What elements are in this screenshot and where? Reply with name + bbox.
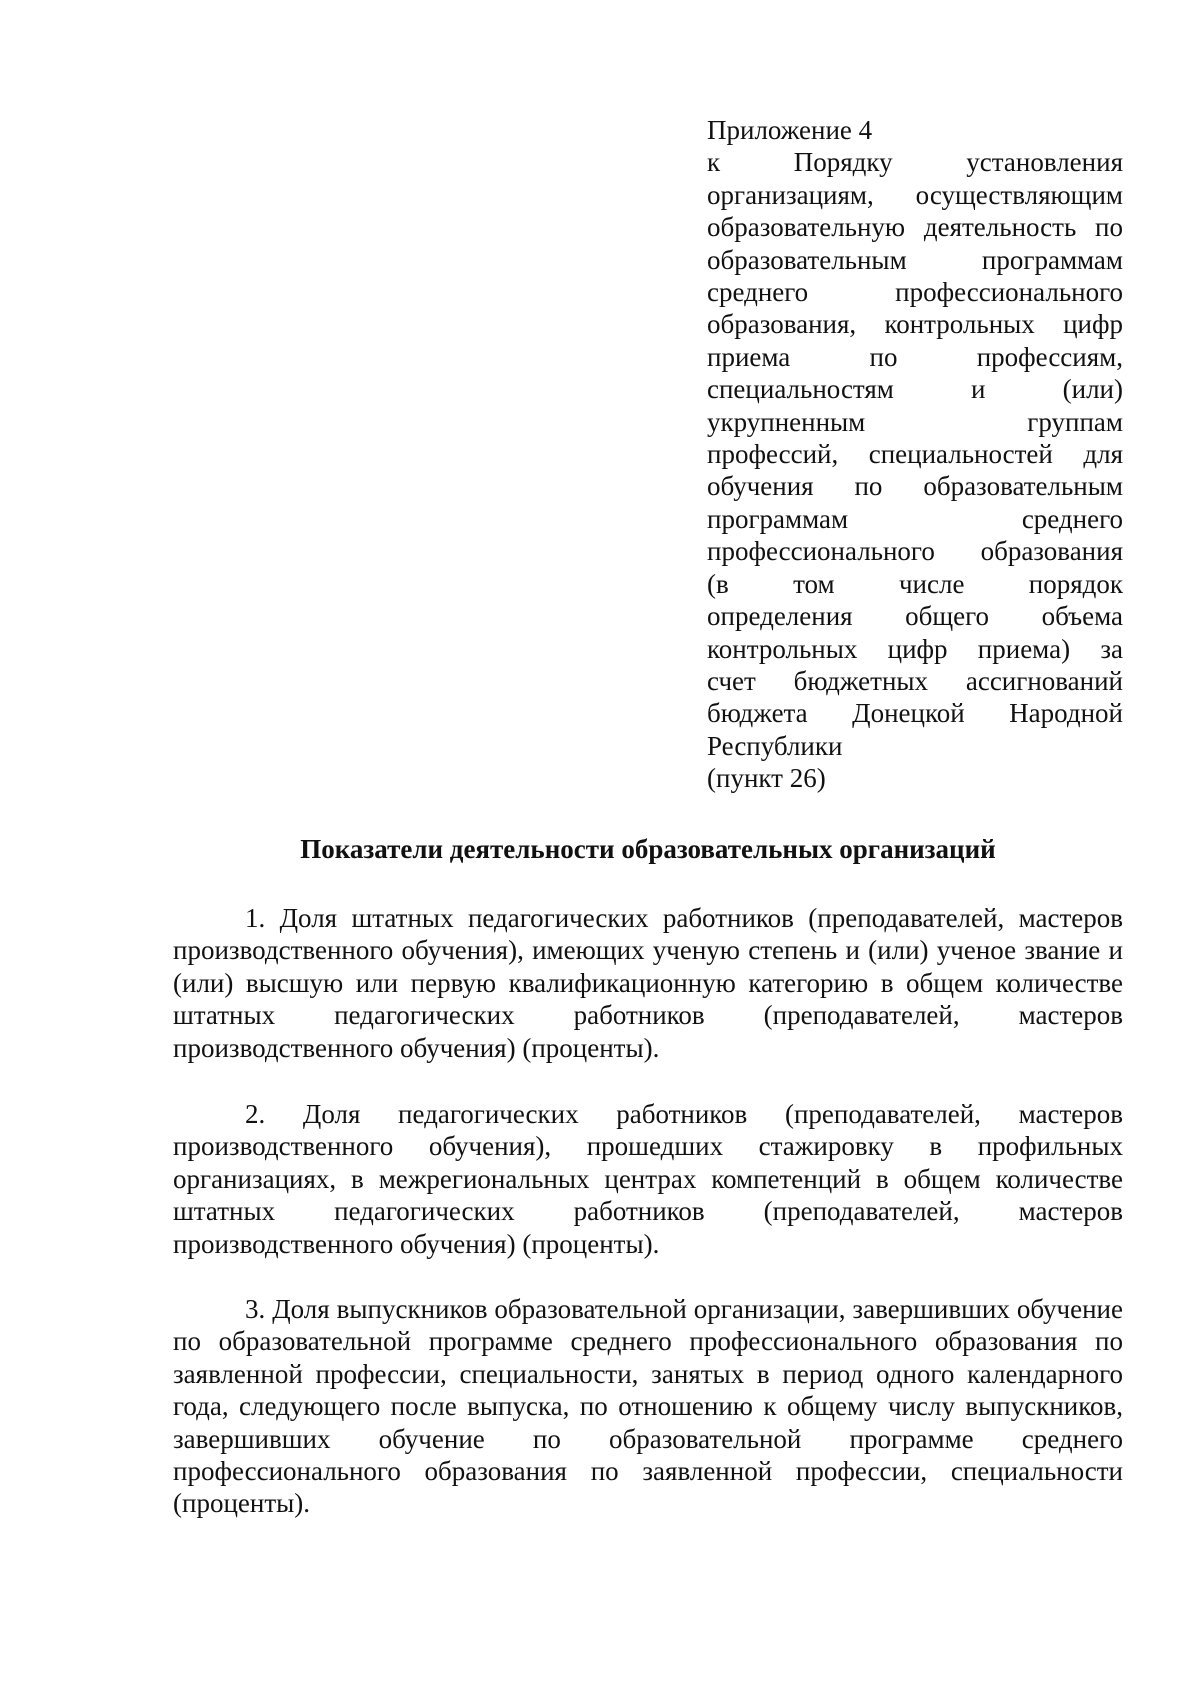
- appendix-line: укрупненным группам: [707, 406, 1123, 437]
- indicator-paragraph-2: 2. Доля педагогических работников (преподавателей, мастеров производственного обучения), прошедших стажировку в профильных организациях, в межрегиональных центрах компетенций в общем количестве штатных педагогических работников (преподавателей, мастеров производственного обучения) (проценты).: [173, 1099, 1123, 1259]
- appendix-heading: Приложение 4: [707, 115, 873, 145]
- appendix-line: профессионального образования: [707, 536, 1123, 567]
- appendix-line: образовательным программам: [707, 244, 1123, 275]
- appendix-line: к Порядку установления: [707, 147, 1123, 178]
- appendix-line: образовательную деятельность по: [707, 212, 1123, 243]
- appendix-clause-reference: (пункт 26): [707, 763, 826, 794]
- indicator-paragraph-1: 1. Доля штатных педагогических работников (преподавателей, мастеров производственного обучения), имеющих ученую степень и (или) ученое звание и (или) высшую или первую квалификационную категорию в общем количестве штатных педагогических работников (преподавателей, мастеров производственного обучения) (проценты).: [173, 903, 1123, 1063]
- appendix-line: специальностям и (или): [707, 374, 1123, 405]
- appendix-line: контрольных цифр приема) за: [707, 633, 1123, 664]
- appendix-line: определения общего объема: [707, 601, 1123, 632]
- appendix-block: [707, 114, 1123, 795]
- appendix-line: Республики: [707, 730, 843, 761]
- appendix-line: организациям, осуществляющим: [707, 179, 1123, 210]
- appendix-line: бюджета Донецкой Народной: [707, 698, 1123, 729]
- document-title: Показатели деятельности образовательных организаций: [300, 834, 996, 864]
- appendix-line: образования, контрольных цифр: [707, 309, 1123, 340]
- appendix-line: (в том числе порядок: [707, 568, 1123, 599]
- appendix-line: среднего профессионального: [707, 277, 1123, 308]
- appendix-line: программам среднего: [707, 503, 1123, 534]
- indicator-paragraph-3: 3. Доля выпускников образовательной организации, завершивших обучение по образовательной программе среднего профессионального образования по заявленной профессии, специальности, занятых в период одного календарного года, следующего после выпуска, по отношению к общему числу выпускников, завершивших обучение по образовательной программе среднего профессионального образования по заявленной профессии, специальности (проценты).: [173, 1294, 1123, 1519]
- appendix-line: обучения по образовательным: [707, 471, 1123, 502]
- appendix-line: профессий, специальностей для: [707, 439, 1123, 470]
- appendix-line: счет бюджетных ассигнований: [707, 665, 1123, 696]
- appendix-line: приема по профессиям,: [707, 341, 1123, 372]
